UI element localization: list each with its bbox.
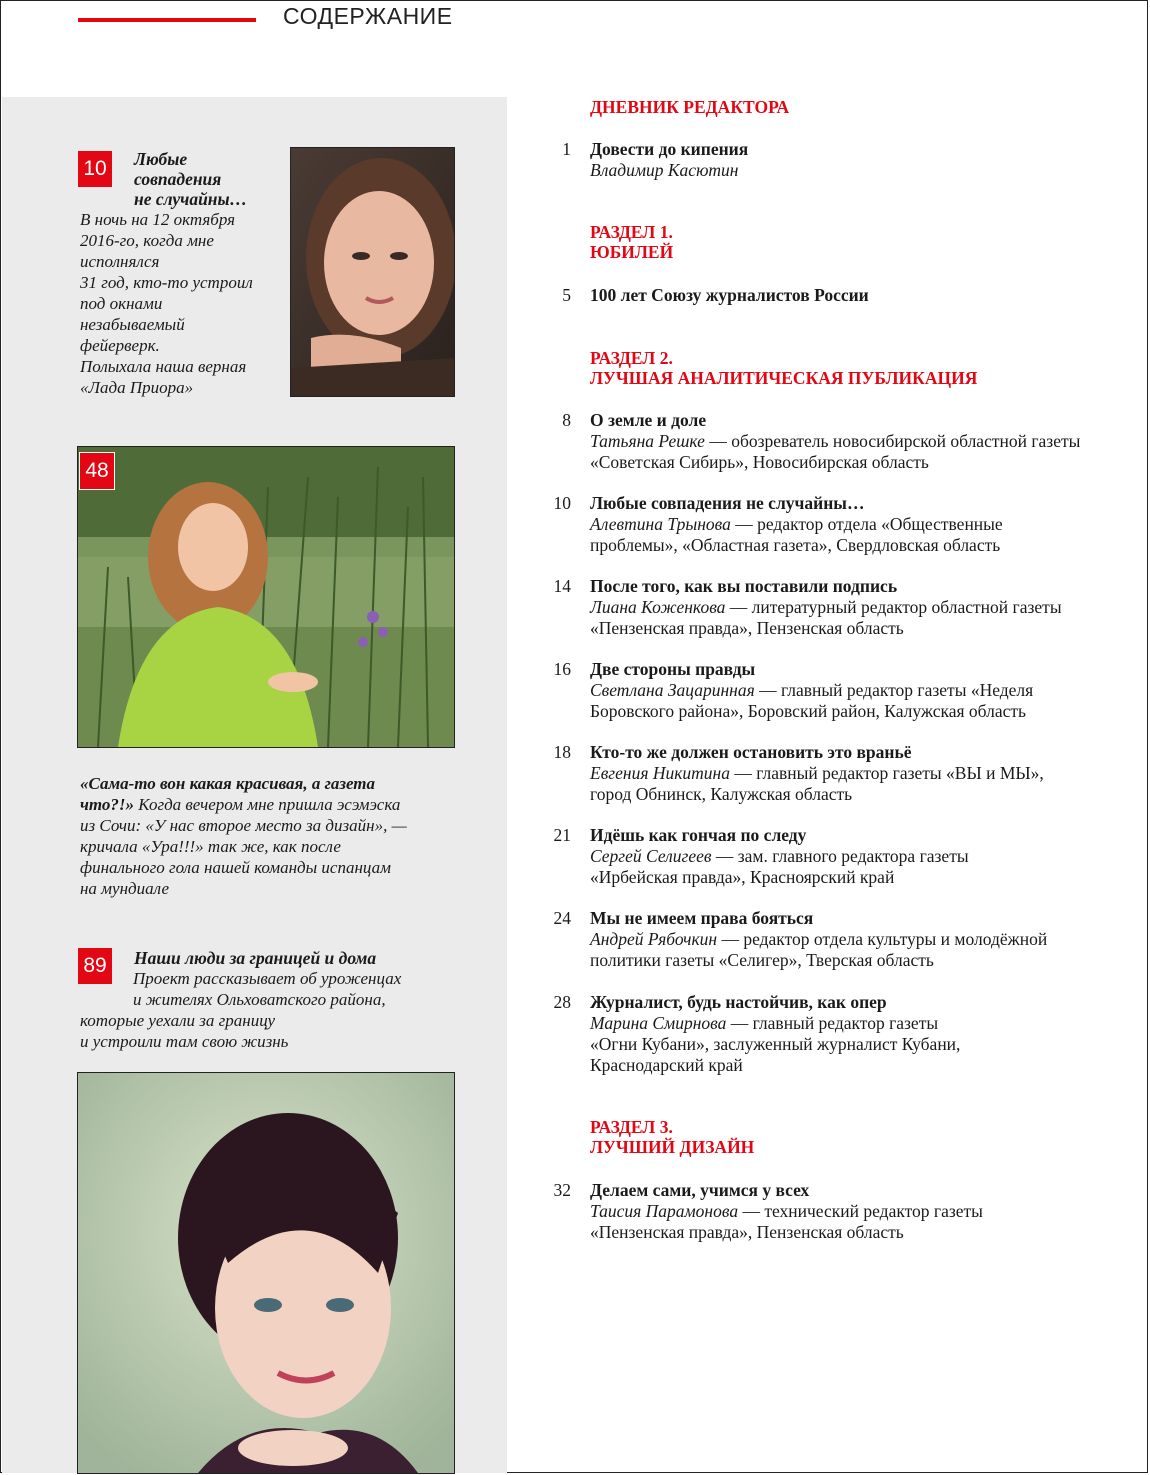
toc-description: — технический редактор газеты bbox=[738, 1201, 983, 1221]
toc-title: После того, как вы поставили подпись bbox=[590, 576, 898, 596]
toc-title: Мы не имеем права бояться bbox=[590, 908, 814, 928]
toc-page-number: 16 bbox=[553, 659, 571, 679]
toc-author: Таисия Парамонова bbox=[590, 1201, 739, 1221]
toc-description: политики газеты «Селигер», Тверская область bbox=[590, 950, 934, 970]
feature-title: Наши люди за границей и дома bbox=[134, 948, 377, 968]
toc-author: Лиана Коженкова bbox=[590, 597, 726, 617]
toc-description: — редактор отдела «Общественные bbox=[730, 514, 1003, 534]
feature-page-number: 89 bbox=[78, 948, 112, 984]
toc-title: Довести до кипения bbox=[590, 139, 749, 159]
toc-author: Владимир Касютин bbox=[590, 160, 739, 180]
toc-title: Журналист, будь настойчив, как опер bbox=[590, 992, 887, 1012]
toc-title: О земле и доле bbox=[590, 410, 707, 430]
toc-description: «Пензенская правда», Пензенская область bbox=[590, 618, 904, 638]
toc-description: — главный редактор газеты bbox=[726, 1013, 939, 1033]
toc-page-number: 10 bbox=[553, 493, 571, 513]
section-heading-2: РАЗДЕЛ 2. ЛУЧШАЯ АНАЛИТИЧЕСКАЯ ПУБЛИКАЦИЯ bbox=[590, 348, 978, 388]
portrait-photo-short-hair bbox=[77, 1072, 455, 1474]
page-title: СОДЕРЖАНИЕ bbox=[283, 3, 453, 29]
toc-title: Любые совпадения не случайны… bbox=[590, 493, 865, 513]
feature-page-number: 10 bbox=[78, 151, 112, 187]
toc-author: Светлана Зацаринная bbox=[590, 680, 755, 700]
toc-description: Боровского района», Боровский район, Калужская область bbox=[590, 701, 1027, 721]
section-heading-3: РАЗДЕЛ 3. ЛУЧШИЙ ДИЗАЙН bbox=[590, 1117, 755, 1157]
toc-author: Евгения Никитина bbox=[590, 763, 730, 783]
toc-page-number: 5 bbox=[562, 285, 571, 305]
toc-page-number: 18 bbox=[553, 742, 571, 762]
toc-page-number: 28 bbox=[553, 992, 571, 1012]
toc-page-number: 32 bbox=[553, 1180, 571, 1200]
toc-description: «Пензенская правда», Пензенская область bbox=[590, 1222, 904, 1242]
toc-page-number: 14 bbox=[553, 576, 571, 596]
toc-author: Алевтина Трынова bbox=[590, 514, 731, 534]
toc-page-number: 8 bbox=[562, 410, 571, 430]
toc-description: город Обнинск, Калужская область bbox=[590, 784, 853, 804]
header-accent-bar bbox=[78, 18, 256, 22]
toc-title: Делаем сами, учимся у всех bbox=[590, 1180, 810, 1200]
toc-description: — главный редактор газеты «Неделя bbox=[754, 680, 1034, 700]
toc-description: — главный редактор газеты «ВЫ и МЫ», bbox=[729, 763, 1044, 783]
toc-description: — зам. главного редактора газеты bbox=[711, 846, 969, 866]
toc-author: Марина Смирнова bbox=[590, 1013, 727, 1033]
toc-author: Сергей Селигеев bbox=[590, 846, 712, 866]
toc-title: Кто-то же должен остановить это враньё bbox=[590, 742, 912, 762]
toc-title: 100 лет Союзу журналистов России bbox=[590, 285, 869, 305]
portrait-photo bbox=[290, 147, 455, 397]
feature-text: В ночь на 12 октября 2016-го, когда мне исполнялся 31 год, кто-то устроил под окнами незабываемый фейерверк. Полыхала наша верная «Лада Приора» bbox=[80, 210, 253, 397]
toc-page-number: 1 bbox=[562, 139, 571, 159]
feature-quote: «Сама-то вон какая красивая, а газета что?!» Когда вечером мне пришла эсэмэска из Сочи: «У нас второе место за дизайн», — кричала «Ура!!!» так же, как после финального гола нашей команды испанцам на мундиале bbox=[80, 774, 407, 898]
photo-woman-in-reeds bbox=[77, 446, 455, 748]
feature-text: Проект рассказывает об уроженцах и жителях Ольховатского района, которые уехали за границу и устроили там свою жизнь bbox=[80, 969, 402, 1051]
toc-description: «Огни Кубани», заслуженный журналист Кубани, bbox=[590, 1034, 961, 1054]
toc-page-number: 21 bbox=[553, 825, 571, 845]
toc-description: «Ирбейская правда», Красноярский край bbox=[590, 867, 895, 887]
toc-description: — литературный редактор областной газеты bbox=[725, 597, 1062, 617]
toc-page-number: 24 bbox=[553, 908, 571, 928]
toc-description: проблемы», «Областная газета», Свердловская область bbox=[590, 535, 1001, 555]
feature-title: Любые совпадения не случайны… bbox=[134, 149, 248, 209]
section-heading-1: РАЗДЕЛ 1. ЮБИЛЕЙ bbox=[590, 222, 674, 262]
toc-description: Краснодарский край bbox=[590, 1055, 743, 1075]
toc-description: — обозреватель новосибирской областной газеты bbox=[704, 431, 1081, 451]
toc-author: Андрей Рябочкин bbox=[590, 929, 718, 949]
toc-title: Идёшь как гончая по следу bbox=[590, 825, 807, 845]
toc-title: Две стороны правды bbox=[590, 659, 756, 679]
section-heading-diary: ДНЕВНИК РЕДАКТОРА bbox=[590, 97, 790, 117]
toc-description: — редактор отдела культуры и молодёжной bbox=[717, 929, 1048, 949]
toc-description: «Советская Сибирь», Новосибирская область bbox=[590, 452, 929, 472]
feature-page-number: 48 bbox=[79, 452, 115, 490]
toc-author: Татьяна Решке bbox=[590, 431, 705, 451]
